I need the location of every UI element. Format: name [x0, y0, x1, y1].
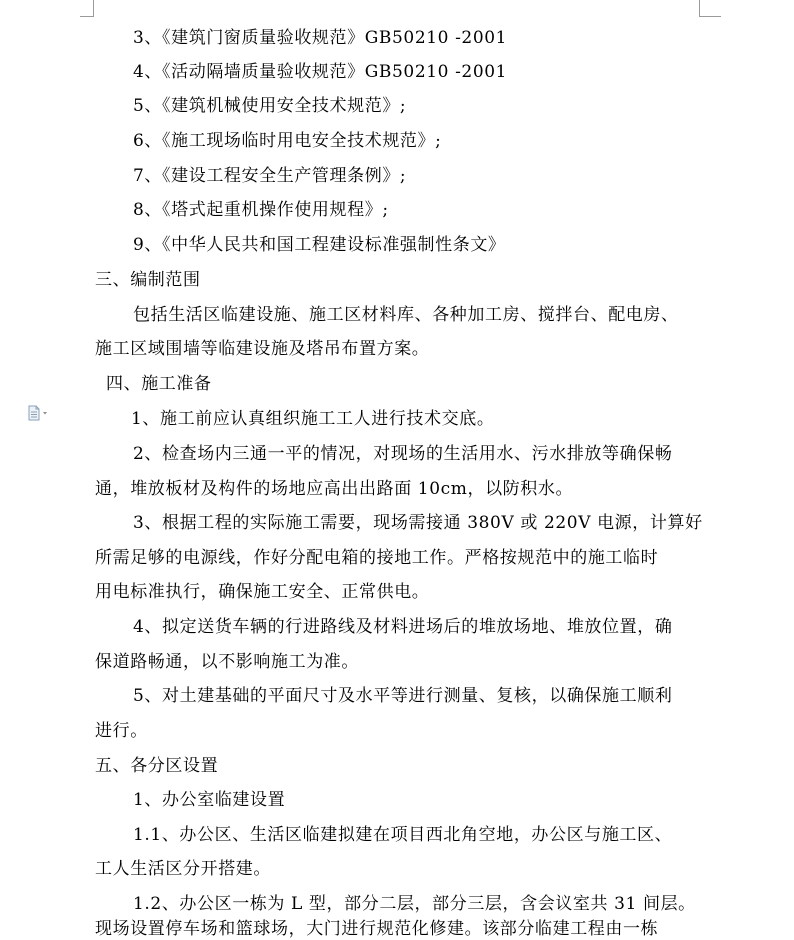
doc-line-17: 用电标准执行，确保施工安全、正常供电。 — [95, 582, 430, 602]
doc-line-26: 1.2、办公区一栋为 L 型，部分二层，部分三层，含会议室共 31 间层。 — [133, 894, 696, 914]
doc-line-3: 5、《建筑机械使用安全技术规范》; — [133, 96, 407, 116]
doc-line-18: 4、拟定送货车辆的行进路线及材料进场后的堆放场地、堆放位置，确 — [133, 617, 673, 637]
doc-line-20: 5、对土建基础的平面尺寸及水平等进行测量、复核，以确保施工顺利 — [133, 686, 673, 706]
document-options-icon[interactable] — [28, 405, 56, 421]
crop-mark-top-right — [699, 0, 700, 16]
doc-line-25: 工人生活区分开搭建。 — [95, 859, 271, 879]
doc-line-4: 6、《施工现场临时用电安全技术规范》; — [133, 131, 442, 151]
doc-line-27: 现场设置停车场和篮球场，大门进行规范化修建。该部分临建工程由一栋 — [95, 919, 659, 939]
section-heading-zones: 五、各分区设置 — [95, 756, 219, 776]
doc-line-10: 施工区域围墙等临建设施及塔吊布置方案。 — [95, 339, 430, 359]
doc-line-15: 3、根据工程的实际施工需要，现场需接通 380V 或 220V 电源，计算好 — [133, 513, 703, 533]
doc-line-1: 3、《建筑门窗质量验收规范》GB50210 -2001 — [133, 28, 508, 48]
subheading-office: 1、办公室临建设置 — [133, 790, 286, 810]
crop-mark-top-left — [93, 0, 94, 16]
doc-line-24: 1.1、办公区、生活区临建拟建在项目西北角空地，办公区与施工区、 — [133, 825, 673, 845]
doc-line-21: 进行。 — [95, 721, 148, 741]
doc-line-7: 9、《中华人民共和国工程建设标准强制性条文》 — [133, 235, 506, 255]
crop-mark-top-left-h — [80, 16, 94, 17]
doc-line-6: 8、《塔式起重机操作使用规程》; — [133, 200, 389, 220]
section-heading-preparation: 四、施工准备 — [106, 374, 212, 394]
doc-line-9: 包括生活区临建设施、施工区材料库、各种加工房、搅拌台、配电房、 — [133, 305, 679, 325]
doc-line-14: 通，堆放板材及构件的场地应高出出路面 10cm，以防积水。 — [95, 479, 574, 499]
doc-line-16: 所需足够的电源线，作好分配电箱的接地工作。严格按规范中的施工临时 — [95, 548, 659, 568]
doc-line-19: 保道路畅通，以不影响施工为准。 — [95, 652, 359, 672]
section-heading-scope: 三、编制范围 — [95, 270, 201, 290]
doc-line-13: 2、检查场内三通一平的情况，对现场的生活用水、污水排放等确保畅 — [133, 444, 673, 464]
crop-mark-top-right-h — [699, 16, 721, 17]
doc-line-12: 1、施工前应认真组织施工工人进行技术交底。 — [131, 409, 495, 429]
doc-line-2: 4、《活动隔墙质量验收规范》GB50210 -2001 — [133, 62, 508, 82]
doc-line-5: 7、《建设工程安全生产管理条例》; — [133, 166, 407, 186]
